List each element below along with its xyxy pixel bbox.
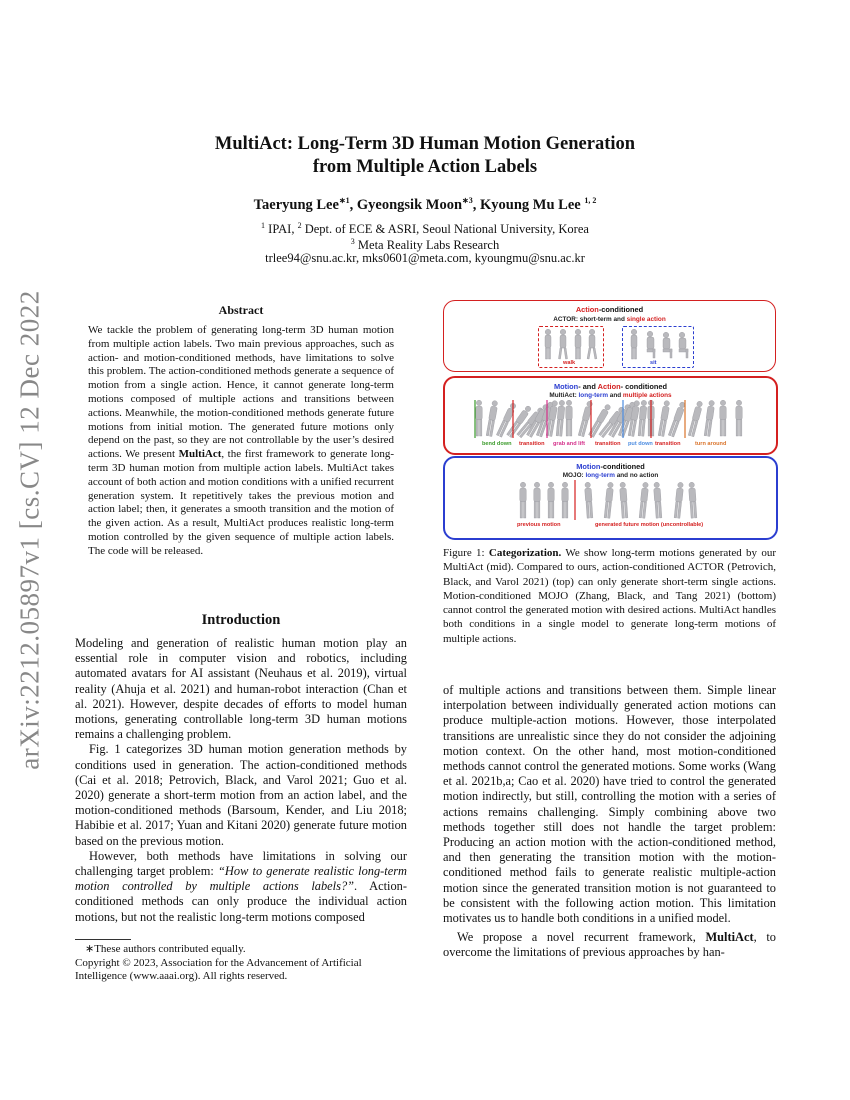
title-line-1: MultiAct: Long-Term 3D Human Motion Generation — [214, 134, 636, 154]
mid-figure-19 — [658, 400, 671, 436]
mid-title-blue: Motion — [553, 382, 579, 391]
abstract-text-2: , the first framework to generate long-term 3D human motion from multiple action labels. MultiAct takes account of both action and motion conditions with a unified recurrent generation system. It repetitively takes the previous motion and action label; then, it generates a smooth transition and the motion of the given action. As a result, MultiAct produces realistic long-term motion controlled by the given sequence of multiple action labels. The code will be released. — [88, 448, 395, 557]
walk-figure-4 — [587, 329, 597, 359]
mid-figure-20 — [668, 401, 686, 437]
bottom-title-rest: -conditioned — [600, 462, 645, 471]
previous-motion-label: previous motion — [517, 522, 561, 528]
generated-future-motion-label: generated future motion (uncontrollable) — [595, 522, 704, 528]
previous-figure-4 — [562, 482, 568, 518]
walk-label: walk — [563, 360, 576, 366]
introduction-body — [75, 636, 407, 925]
right-paragraph-2 — [443, 930, 776, 960]
mid-figure-1 — [476, 400, 482, 436]
sit-label: sit — [650, 360, 657, 366]
affil-text-1b: Dept. of ECE & ASRI, Seoul National University, Korea — [301, 222, 589, 237]
top-title-rest: -conditioned — [598, 305, 644, 314]
action-label-put-down: put down — [628, 441, 653, 447]
mid-sub-a: MultiAct: — [549, 392, 579, 399]
action-conditioned-panel — [443, 300, 776, 372]
mid-title-rest: - conditioned — [620, 382, 668, 391]
caption-bold: Categorization. — [488, 547, 562, 559]
top-title-red: Action — [575, 305, 599, 314]
intro-p3-italic: “How to generate realistic long-term motion controlled by multiple actions labels?” — [75, 864, 407, 894]
author-1-sup: ∗1 — [338, 196, 350, 205]
action-label-turn-around: turn around — [695, 441, 727, 447]
abstract-bold-name: MultiAct — [178, 448, 222, 461]
motion-and-action-conditioned-panel — [443, 376, 778, 455]
abstract-heading: Abstract — [218, 303, 264, 317]
author-emails: trlee94@snu.ac.kr, mks0601@meta.com, kyoungmu@snu.ac.kr — [265, 251, 585, 265]
intro-paragraph-2: Fig. 1 categorizes 3D human motion generation methods by conditions used in generation. The action-conditioned methods (Cai et al. 2018; Petrovich, Black, and Varol 2021; Guo et al. 2020) generate a short-term motion from an action label, and the motion-conditioned methods (Barsoum, Kender, and Liu 2018; Habibie et al. 2017; Yuan and Kitani 2020) generate future motion based on the previous motion. — [75, 742, 407, 848]
mid-figure-24 — [736, 400, 742, 436]
bottom-sub-a: MOJO: — [562, 472, 586, 479]
footnote-equal-contribution: ∗These authors contributed equally. — [85, 943, 246, 955]
future-figure-2 — [604, 482, 614, 518]
affil-sup-3: 3 — [350, 237, 355, 246]
mid-figure-21 — [688, 401, 704, 437]
figure-1 — [443, 297, 778, 540]
bottom-sub-b: and no action — [614, 472, 659, 479]
introduction-heading: Introduction — [201, 612, 281, 628]
figure-1-caption — [443, 546, 776, 646]
affil-text-1a: IPAI, — [265, 222, 298, 237]
right-p2-text-b: , to overcome the limitations of previous approaches by han- — [443, 930, 776, 960]
previous-figure-1 — [520, 482, 526, 518]
future-figure-7 — [688, 482, 697, 518]
affil-text-2: Meta Reality Labs Research — [354, 238, 500, 253]
right-p2-text-a: We propose a novel recurrent framework, — [457, 930, 706, 945]
author-2: Gyeongsik Moon — [356, 196, 463, 213]
arxiv-identifier-text: arXiv:2212.05897v1 [cs.CV] 12 Dec 2022 — [14, 290, 45, 770]
title-line-2: from Multiple Action Labels — [312, 157, 538, 177]
affil-sup-1: 1 — [261, 221, 266, 230]
footnote-block — [75, 943, 407, 984]
walk-figure-3 — [575, 329, 581, 359]
copyright-notice: Copyright © 2023, Association for the Advancement of Artificial Intelligence (www.aaai.org). All rights reserved. — [75, 956, 362, 982]
previous-figure-2 — [534, 482, 540, 518]
mid-sub-blue: long-term — [578, 392, 608, 399]
sit-figure-2 — [647, 331, 655, 358]
author-3-sup: 1, 2 — [584, 196, 597, 205]
future-figure-4 — [639, 482, 649, 518]
mid-figure-2 — [486, 400, 499, 436]
top-sub-a: ACTOR: short-term and — [553, 316, 627, 323]
mid-sub-red: multiple actions — [622, 392, 672, 399]
mid-title-mid: - and — [578, 382, 598, 391]
author-list: Taeryung Lee$^{∗1}$, Gyeongsik Moon$^{∗3}$, Kyoung Mu Lee $^{1, 2}$ — [253, 196, 597, 213]
author-2-sup: ∗3 — [462, 196, 473, 205]
future-figure-3 — [619, 482, 628, 518]
right-paragraph-1: of multiple actions and transitions between them. Simple linear interpolation between individually generated action motions can produce multiple-action motions. However, those interpolated transitions are unrealistic since they do not consider the adjoining motion context. On the other hand, most motion-conditioned methods cannot control the generated motions. Some works (Wang et al. 2021b,a; Cao et al. 2020) have tried to control the generated motion indirectly, but still, controlling the motion with a series of actions remains challenging. Simply combining above two methods together still does not handle the target problem: Producing an action motion with the action-conditioned method, and then generating the transition motion with the motion-conditioned method fails to generate realistic multiple-action motion since the generated transition motion is not guaranteed to be consistent with the following action motion. This limitation motivates us to handle both conditions in a unified model. — [443, 683, 776, 926]
mid-figure-22 — [704, 400, 715, 436]
author-1: Taeryung Lee — [253, 196, 339, 213]
top-sub-red: single action — [626, 316, 666, 323]
arxiv-identifier — [10, 290, 50, 770]
mid-figure-9 — [556, 400, 566, 436]
affil-sup-2: 2 — [297, 221, 302, 230]
top-panel-figures — [444, 301, 775, 371]
previous-figure-3 — [548, 482, 554, 518]
bottom-sub-blue: long-term — [585, 472, 615, 479]
caption-prefix: Figure 1: — [443, 547, 489, 559]
motion-conditioned-panel — [443, 456, 778, 540]
walk-figure-1 — [545, 329, 551, 359]
abstract-text-1: We tackle the problem of generating long-term 3D human motion from multiple action labels. Two main previous approaches, such as action- and motion-conditioned methods, have limitations to solve this problem. The action-conditioned methods generate a sequence of motion from a single action. Hence, it cannot generate long-term motions composed of multiple actions and transitions between actions. Meanwhile, the motion-conditioned methods generate future motions from initial motion. The generated future motions only depend on the past, so they are not controllable by the user’s desired actions. We present — [88, 324, 394, 461]
future-figure-5 — [653, 482, 662, 518]
mid-figure-17 — [638, 400, 648, 436]
action-label-grab-and-lift: grab and lift — [553, 441, 586, 447]
action-label-transition-1: transition — [519, 441, 545, 447]
mid-figure-23 — [720, 400, 726, 436]
intro-paragraph-1: Modeling and generation of realistic human motion play an essential role in computer vision and robotics, including automated avatars for AI assistant (Neuhaus et al. 2019), virtual reality (Ahuja et al. 2021) and human-robot interaction (Chan et al. 2021). However, despite decades of efforts to model human motions, generating controllable long-term 3D human motions remains a challenging problem. — [75, 636, 407, 742]
sit-figure-1 — [631, 329, 637, 359]
sit-figure-4 — [679, 332, 688, 358]
right-p2-bold: MultiAct — [705, 930, 754, 945]
author-3: Kyoung Mu Lee — [479, 196, 581, 213]
intro-p3-text-b: . Action-conditioned methods can only produce the individual action motions, but not the realistic long-term motions composed — [75, 879, 407, 924]
bottom-title-blue: Motion — [576, 462, 601, 471]
mid-figure-10 — [566, 400, 572, 436]
right-column-body — [443, 683, 776, 961]
future-figure-1 — [584, 482, 593, 518]
intro-p3-text-a: However, both methods have limitations in solving our challenging target problem: — [75, 848, 407, 879]
action-label-bend-down: bend down — [482, 441, 512, 447]
walk-figure-2 — [558, 329, 567, 359]
future-figure-6 — [674, 482, 684, 518]
mid-title-red: Action — [597, 382, 621, 391]
action-label-transition-2: transition — [595, 441, 621, 447]
mid-sub-b: and — [608, 392, 623, 399]
caption-text: We show long-term motions generated by our MultiAct (mid). Compared to ours, action-conditioned ACTOR (Petrovich, Black, and Varol 2021) (top) can only generate short-term single actions. Motion-conditioned MOJO (Zhang, Black, and Tang 2021) (bottom) cannot control the generated motion with desired actions. MultiAct handles both conditions in a single model to generate long-term motions of multiple actions. — [443, 547, 776, 645]
action-label-transition-3: transition — [655, 441, 681, 447]
paper-title — [0, 133, 850, 179]
abstract-body — [88, 324, 394, 559]
intro-paragraph-3 — [75, 849, 407, 925]
footnote-divider — [75, 939, 131, 940]
sit-figure-3 — [663, 332, 672, 358]
